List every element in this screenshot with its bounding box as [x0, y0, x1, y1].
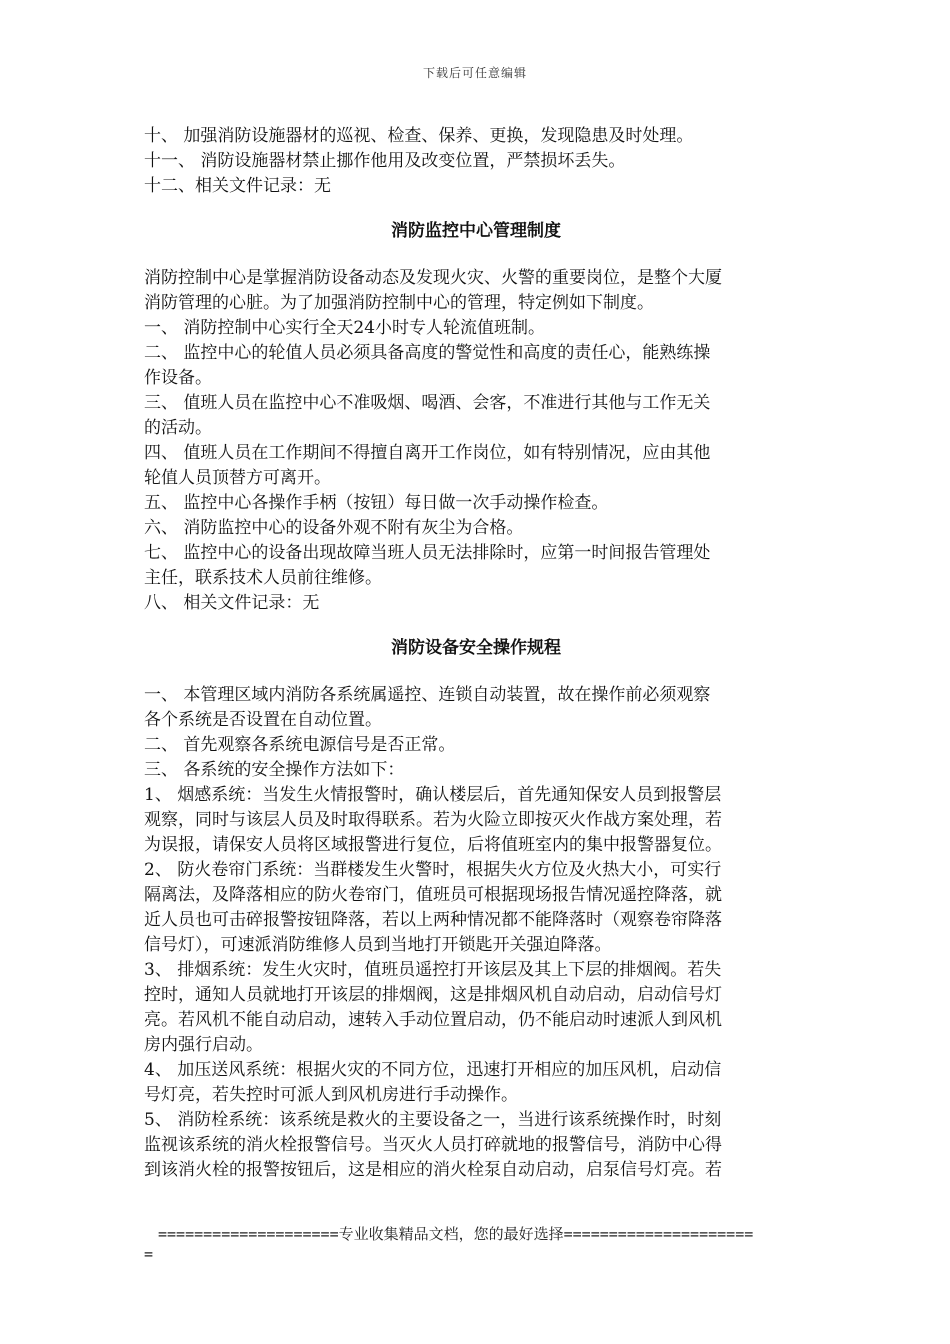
text-line: 十一、 消防设施器材禁止挪作他用及改变位置，严禁损坏丢失。	[144, 151, 626, 171]
text-line: 1、 烟感系统：当发生火情报警时，确认楼层后，首先通知保安人员到报警层	[144, 785, 722, 805]
text-line: 2、 防火卷帘门系统：当群楼发生火警时，根据失火方位及火热大小，可实行	[144, 860, 722, 880]
text-line: 八、 相关文件记录：无	[144, 593, 320, 613]
footer-tail: =	[144, 1245, 154, 1263]
text-line: 主任，联系技术人员前往维修。	[144, 568, 382, 588]
text-line: 六、 消防监控中心的设备外观不附有灰尘为合格。	[144, 518, 524, 538]
text-line: 十、 加强消防设施器材的巡视、检查、保养、更换，发现隐患及时处理。	[144, 126, 694, 146]
text-line: 二、 首先观察各系统电源信号是否正常。	[144, 735, 456, 755]
text-line: 亮。若风机不能自动启动，速转入手动位置启动，仍不能启动时速派人到风机	[144, 1010, 722, 1030]
text-line: 十二、相关文件记录：无	[144, 176, 331, 196]
text-line: 到该消火栓的报警按钮后，这是相应的消火栓泵自动启动，启泵信号灯亮。若	[144, 1160, 722, 1180]
section-monitoring-center	[144, 266, 808, 616]
text-line: 号灯亮，若失控时可派人到风机房进行手动操作。	[144, 1085, 518, 1105]
text-line: 近人员也可击碎报警按钮降落，若以上两种情况都不能降落时（观察卷帘降落	[144, 910, 722, 930]
text-line: 控时，通知人员就地打开该层的排烟阀，这是排烟风机自动启动，启动信号灯	[144, 985, 722, 1005]
text-line: 五、 监控中心各操作手柄（按钮）每日做一次手动操作检查。	[144, 493, 609, 513]
text-line: 监视该系统的消火栓报警信号。当灭火人员打碎就地的报警信号，消防中心得	[144, 1135, 722, 1155]
text-line: 房内强行启动。	[144, 1035, 263, 1055]
document-body	[144, 124, 808, 1183]
text-line: 作设备。	[144, 368, 212, 388]
text-line: 5、 消防栓系统：该系统是救火的主要设备之一，当进行该系统操作时，时刻	[144, 1110, 722, 1130]
text-line: 七、 监控中心的设备出现故障当班人员无法排除时，应第一时间报告管理处	[144, 543, 711, 563]
section-equipment-operation	[144, 683, 808, 1183]
intro-block	[144, 124, 808, 199]
text-line: 观察，同时与该层人员及时取得联系。若为火险立即按灭火作战方案处理，若	[144, 810, 722, 830]
text-line: 隔离法，及降落相应的防火卷帘门，值班员可根据现场报告情况遥控降落，就	[144, 885, 722, 905]
header-note: 下载后可任意编辑	[422, 66, 527, 80]
text-line: 消防控制中心是掌握消防设备动态及发现火灾、火警的重要岗位，是整个大厦	[144, 268, 722, 288]
text-line: 的活动。	[144, 418, 212, 438]
text-line: 4、 加压送风系统：根据火灾的不同方位，迅速打开相应的加压风机，启动信	[144, 1060, 722, 1080]
text-line: 各个系统是否设置在自动位置。	[144, 710, 382, 730]
text-line: 3、 排烟系统：发生火灾时，值班员遥控打开该层及其上下层的排烟阀。若失	[144, 960, 722, 980]
text-line: 信号灯），可速派消防维修人员到当地打开锁匙开关强迫降落。	[144, 935, 612, 955]
text-line: 轮值人员顶替方可离开。	[144, 468, 331, 488]
section-title-monitoring-center: 消防监控中心管理制度	[391, 221, 561, 241]
text-line: 一、 消防控制中心实行全天24小时专人轮流值班制。	[144, 318, 546, 338]
section-title-equipment-operation: 消防设备安全操作规程	[391, 638, 561, 658]
text-line: 三、 值班人员在监控中心不准吸烟、喝酒、会客，不准进行其他与工作无关	[144, 393, 711, 413]
text-line: 一、 本管理区域内消防各系统属遥控、连锁自动装置，故在操作前必须观察	[144, 685, 711, 705]
text-line: 四、 值班人员在工作期间不得擅自离开工作岗位，如有特别情况，应由其他	[144, 443, 711, 463]
text-line: 二、 监控中心的轮值人员必须具备高度的警觉性和高度的责任心，能熟练操	[144, 343, 711, 363]
footer-banner: ====================专业收集精品文档，您的最好选择=====================	[158, 1225, 754, 1243]
text-line: 三、 各系统的安全操作方法如下：	[144, 760, 405, 780]
text-line: 为误报，请保安人员将区域报警进行复位，后将值班室内的集中报警器复位。	[144, 835, 722, 855]
text-line: 消防管理的心脏。为了加强消防控制中心的管理，特定例如下制度。	[144, 293, 654, 313]
